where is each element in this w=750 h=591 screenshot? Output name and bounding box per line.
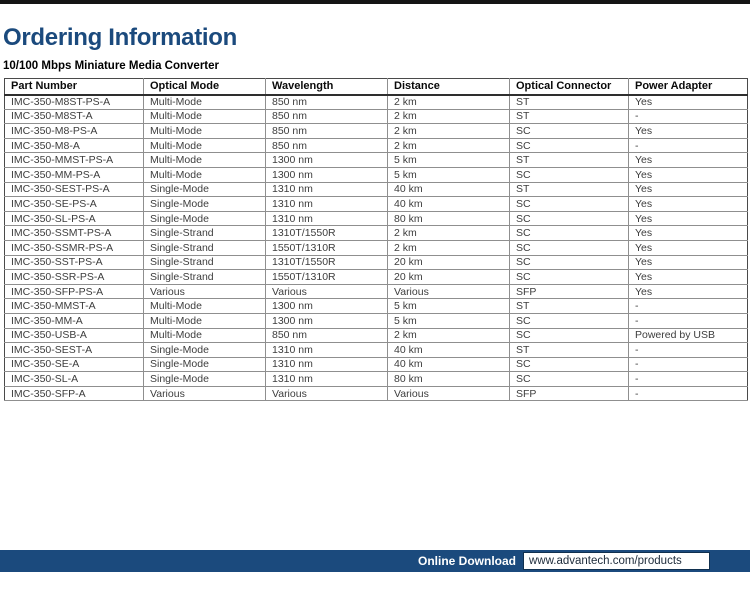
table-row xyxy=(5,226,748,241)
table-cell: Single-Mode xyxy=(144,182,266,197)
table-cell: Yes xyxy=(629,211,748,226)
table-cell: Yes xyxy=(629,255,748,270)
table-cell: Multi-Mode xyxy=(144,313,266,328)
table-row xyxy=(5,182,748,197)
table-cell: Yes xyxy=(629,240,748,255)
table-cell: SC xyxy=(510,138,629,153)
table-cell: - xyxy=(629,138,748,153)
table-header-row xyxy=(5,79,748,95)
table-row xyxy=(5,124,748,139)
table-cell: Various xyxy=(388,284,510,299)
table-cell: 40 km xyxy=(388,197,510,212)
table-row xyxy=(5,240,748,255)
table-cell: SC xyxy=(510,357,629,372)
table-row xyxy=(5,328,748,343)
table-cell: - xyxy=(629,343,748,358)
table-row xyxy=(5,211,748,226)
table-cell: IMC-350-MM-A xyxy=(5,313,144,328)
table-cell: Yes xyxy=(629,284,748,299)
table-row xyxy=(5,270,748,285)
table-cell: 2 km xyxy=(388,109,510,124)
ordering-table xyxy=(4,78,748,401)
table-cell: 1310 nm xyxy=(266,211,388,226)
column-header-power-adapter: Power Adapter xyxy=(629,79,748,95)
table-cell: 1550T/1310R xyxy=(266,270,388,285)
table-cell: SC xyxy=(510,226,629,241)
table-cell: Multi-Mode xyxy=(144,153,266,168)
table-cell: 1310 nm xyxy=(266,343,388,358)
table-cell: IMC-350-SE-PS-A xyxy=(5,197,144,212)
table-row xyxy=(5,197,748,212)
table-cell: ST xyxy=(510,95,629,110)
table-cell: IMC-350-MMST-A xyxy=(5,299,144,314)
table-cell: ST xyxy=(510,182,629,197)
table-cell: IMC-350-MMST-PS-A xyxy=(5,153,144,168)
table-cell: SFP xyxy=(510,386,629,401)
table-cell: Single-Mode xyxy=(144,372,266,387)
table-cell: - xyxy=(629,372,748,387)
table-cell: IMC-350-SSMT-PS-A xyxy=(5,226,144,241)
table-cell: IMC-350-SL-PS-A xyxy=(5,211,144,226)
table-cell: 20 km xyxy=(388,255,510,270)
table-row xyxy=(5,299,748,314)
table-cell: IMC-350-M8-PS-A xyxy=(5,124,144,139)
column-header-distance: Distance xyxy=(388,79,510,95)
table-cell: 5 km xyxy=(388,167,510,182)
table-cell: IMC-350-M8ST-A xyxy=(5,109,144,124)
table-cell: SC xyxy=(510,270,629,285)
table-row xyxy=(5,372,748,387)
table-cell: IMC-350-SL-A xyxy=(5,372,144,387)
table-cell: 1310 nm xyxy=(266,197,388,212)
table-cell: Multi-Mode xyxy=(144,95,266,110)
table-cell: SC xyxy=(510,372,629,387)
table-row xyxy=(5,95,748,110)
table-cell: 1310T/1550R xyxy=(266,255,388,270)
table-cell: 850 nm xyxy=(266,95,388,110)
table-cell: - xyxy=(629,357,748,372)
table-cell: 40 km xyxy=(388,343,510,358)
column-header-part-number: Part Number xyxy=(5,79,144,95)
online-download-label: Online Download xyxy=(418,554,516,568)
table-cell: Various xyxy=(144,284,266,299)
table-cell: 850 nm xyxy=(266,328,388,343)
table-row xyxy=(5,284,748,299)
table-cell: 1310T/1550R xyxy=(266,226,388,241)
table-cell: SFP xyxy=(510,284,629,299)
table-cell: SC xyxy=(510,197,629,212)
table-row xyxy=(5,255,748,270)
table-cell: Multi-Mode xyxy=(144,138,266,153)
table-cell: Yes xyxy=(629,182,748,197)
table-row xyxy=(5,313,748,328)
table-cell: Single-Strand xyxy=(144,270,266,285)
table-cell: Yes xyxy=(629,197,748,212)
table-cell: 1310 nm xyxy=(266,372,388,387)
table-cell: Yes xyxy=(629,124,748,139)
table-cell: ST xyxy=(510,109,629,124)
table-cell: Yes xyxy=(629,95,748,110)
table-row xyxy=(5,109,748,124)
column-header-optical-mode: Optical Mode xyxy=(144,79,266,95)
top-rule xyxy=(0,0,750,4)
column-header-wavelength: Wavelength xyxy=(266,79,388,95)
table-cell: - xyxy=(629,386,748,401)
table-cell: Single-Strand xyxy=(144,226,266,241)
page-title: Ordering Information xyxy=(3,24,238,51)
table-cell: Various xyxy=(388,386,510,401)
table-cell: 850 nm xyxy=(266,124,388,139)
table-cell: Yes xyxy=(629,153,748,168)
table-cell: 1300 nm xyxy=(266,313,388,328)
table-cell: 1300 nm xyxy=(266,167,388,182)
column-header-optical-connector: Optical Connector xyxy=(510,79,629,95)
table-cell: Yes xyxy=(629,226,748,241)
table-row xyxy=(5,138,748,153)
table-cell: Single-Mode xyxy=(144,211,266,226)
table-cell: SC xyxy=(510,240,629,255)
table-cell: Multi-Mode xyxy=(144,109,266,124)
table-cell: Single-Strand xyxy=(144,255,266,270)
table-cell: ST xyxy=(510,299,629,314)
table-row xyxy=(5,167,748,182)
table-cell: SC xyxy=(510,124,629,139)
table-cell: 1300 nm xyxy=(266,299,388,314)
download-url-box[interactable]: www.advantech.com/products xyxy=(523,552,710,570)
table-cell: Yes xyxy=(629,270,748,285)
table-cell: 1300 nm xyxy=(266,153,388,168)
table-cell: 40 km xyxy=(388,182,510,197)
table-cell: IMC-350-SST-PS-A xyxy=(5,255,144,270)
table-cell: 1310 nm xyxy=(266,182,388,197)
table-cell: IMC-350-M8-A xyxy=(5,138,144,153)
table-cell: IMC-350-SE-A xyxy=(5,357,144,372)
table-cell: Multi-Mode xyxy=(144,299,266,314)
table-cell: 80 km xyxy=(388,372,510,387)
table-cell: Multi-Mode xyxy=(144,167,266,182)
table-cell: SC xyxy=(510,255,629,270)
table-cell: SC xyxy=(510,328,629,343)
table-row xyxy=(5,343,748,358)
table-cell: IMC-350-SFP-PS-A xyxy=(5,284,144,299)
table-cell: 2 km xyxy=(388,328,510,343)
table-body xyxy=(5,95,748,401)
table-cell: IMC-350-M8ST-PS-A xyxy=(5,95,144,110)
table-cell: 2 km xyxy=(388,124,510,139)
table-cell: Single-Mode xyxy=(144,357,266,372)
table-cell: IMC-350-MM-PS-A xyxy=(5,167,144,182)
table-cell: IMC-350-SEST-PS-A xyxy=(5,182,144,197)
table-cell: Various xyxy=(144,386,266,401)
table-cell: 80 km xyxy=(388,211,510,226)
table-cell: 40 km xyxy=(388,357,510,372)
table-cell: 5 km xyxy=(388,299,510,314)
table-cell: 5 km xyxy=(388,153,510,168)
table-row xyxy=(5,386,748,401)
footer-bar xyxy=(0,550,750,572)
table-cell: Single-Mode xyxy=(144,343,266,358)
table-cell: - xyxy=(629,109,748,124)
table-cell: IMC-350-SFP-A xyxy=(5,386,144,401)
table-cell: Powered by USB xyxy=(629,328,748,343)
table-cell: IMC-350-SSR-PS-A xyxy=(5,270,144,285)
table-cell: 850 nm xyxy=(266,109,388,124)
table-row xyxy=(5,153,748,168)
table-cell: 2 km xyxy=(388,240,510,255)
table-cell: IMC-350-SEST-A xyxy=(5,343,144,358)
section-subtitle: 10/100 Mbps Miniature Media Converter xyxy=(3,60,220,72)
table-cell: 2 km xyxy=(388,226,510,241)
table-cell: 5 km xyxy=(388,313,510,328)
table-cell: ST xyxy=(510,343,629,358)
table-row xyxy=(5,357,748,372)
table-cell: 850 nm xyxy=(266,138,388,153)
table-cell: 2 km xyxy=(388,95,510,110)
table-header xyxy=(5,79,748,95)
table-cell: - xyxy=(629,313,748,328)
table-cell: 1550T/1310R xyxy=(266,240,388,255)
table-cell: IMC-350-SSMR-PS-A xyxy=(5,240,144,255)
table-cell: Multi-Mode xyxy=(144,124,266,139)
table-cell: Yes xyxy=(629,167,748,182)
table-cell: 20 km xyxy=(388,270,510,285)
table-cell: - xyxy=(629,299,748,314)
table-cell: ST xyxy=(510,153,629,168)
table-cell: Single-Strand xyxy=(144,240,266,255)
table-cell: Multi-Mode xyxy=(144,328,266,343)
table-cell: SC xyxy=(510,211,629,226)
table-cell: SC xyxy=(510,313,629,328)
table-cell: IMC-350-USB-A xyxy=(5,328,144,343)
table-cell: 2 km xyxy=(388,138,510,153)
table-cell: Various xyxy=(266,284,388,299)
table-cell: SC xyxy=(510,167,629,182)
table-cell: Single-Mode xyxy=(144,197,266,212)
table-cell: 1310 nm xyxy=(266,357,388,372)
table-cell: Various xyxy=(266,386,388,401)
